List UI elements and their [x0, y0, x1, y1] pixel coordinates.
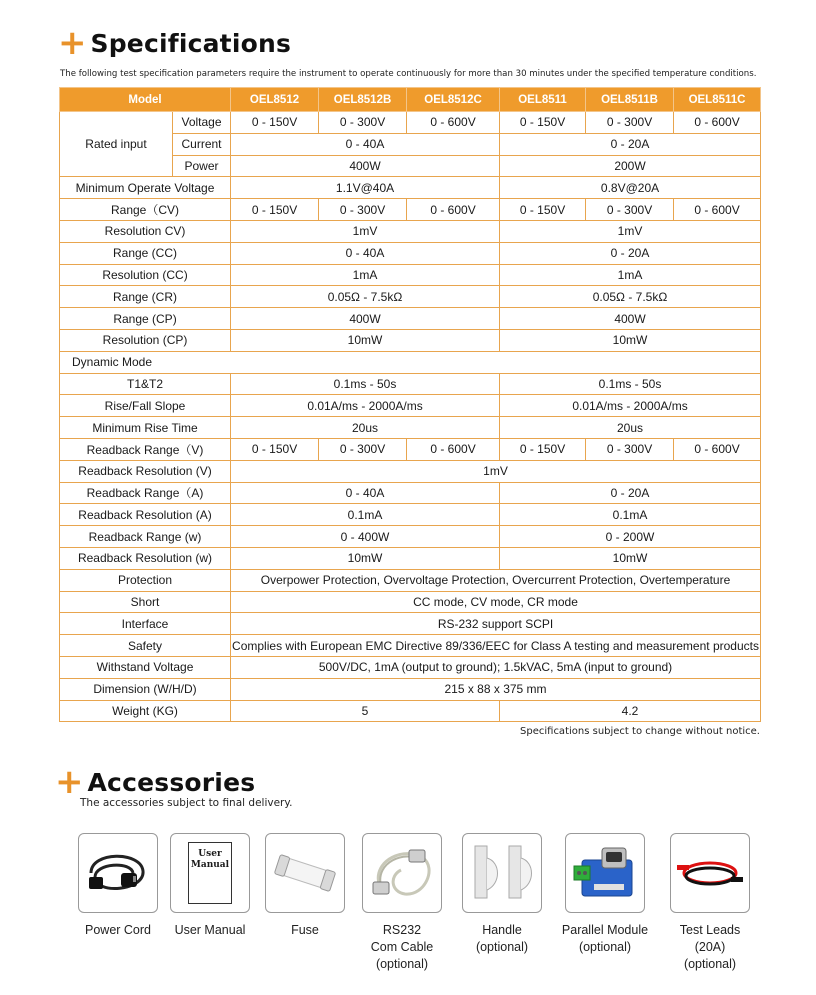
current-label: Current: [173, 133, 231, 155]
row-label: Readback Range（A): [60, 482, 231, 504]
table-cell: Complies with European EMC Directive 89/336/EEC for Class A testing and measurement products: [231, 635, 761, 657]
accessory-label: Fuse: [291, 923, 319, 937]
table-cell: 0.05Ω - 7.5kΩ: [500, 286, 761, 308]
table-cell: 0 - 300V: [319, 199, 407, 221]
table-cell: 0.01A/ms - 2000A/ms: [231, 395, 500, 417]
row-label: Short: [60, 591, 231, 613]
specifications-note: The following test specification parameters require the instrument to operate continuously for more than 30 minutes under the specified temperature conditions.: [60, 69, 757, 79]
table-cell: Overpower Protection, Overvoltage Protection, Overcurrent Protection, Overtemperature: [231, 569, 761, 591]
table-row: [60, 395, 761, 417]
row-label: Resolution CV): [60, 220, 231, 242]
row-label: T1&T2: [60, 373, 231, 395]
handle-icon: [462, 833, 542, 913]
table-cell: 0 - 20A: [500, 133, 761, 155]
table-cell: 0.8V@20A: [500, 177, 761, 199]
row-label: Range (CC): [60, 242, 231, 264]
test-leads-icon: [670, 833, 750, 913]
table-row: [60, 373, 761, 395]
table-cell: 0 - 300V: [586, 199, 674, 221]
row-label: Withstand Voltage: [60, 656, 231, 678]
table-cell: 0 - 150V: [500, 112, 586, 134]
header-oel8512c: OEL8512C: [407, 88, 500, 112]
table-cell: 20us: [231, 417, 500, 439]
table-cell: 0 - 150V: [231, 438, 319, 460]
power-cord-icon: [78, 833, 158, 913]
table-cell: 0 - 150V: [500, 199, 586, 221]
power-label: Power: [173, 155, 231, 177]
accessories-heading: [55, 762, 256, 802]
row-label: Readback Resolution (w): [60, 547, 231, 569]
table-cell: 0 - 150V: [231, 112, 319, 134]
row-label: Safety: [60, 635, 231, 657]
table-row: [60, 112, 761, 134]
table-cell: 0 - 600V: [407, 438, 500, 460]
table-cell: 0.1ms - 50s: [500, 373, 761, 395]
table-cell: 0 - 300V: [586, 438, 674, 460]
header-oel8512b: OEL8512B: [319, 88, 407, 112]
voltage-label: Voltage: [173, 112, 231, 134]
table-row: [60, 482, 761, 504]
header-oel8511b: OEL8511B: [586, 88, 674, 112]
table-cell: 10mW: [500, 547, 761, 569]
manual-box-text-2: Manual: [190, 860, 230, 870]
table-cell: 0 - 40A: [231, 242, 500, 264]
table-cell: 0 - 150V: [500, 438, 586, 460]
accessory-power-cord: [78, 833, 158, 939]
table-cell: 0 - 600V: [407, 112, 500, 134]
table-row: [60, 329, 761, 351]
table-cell: CC mode, CV mode, CR mode: [231, 591, 761, 613]
table-cell: 215 x 88 x 375 mm: [231, 678, 761, 700]
user-manual-icon: [170, 833, 250, 913]
table-row: [60, 264, 761, 286]
table-row: [60, 591, 761, 613]
row-label: Range（CV): [60, 199, 231, 221]
rated-input-label: Rated input: [60, 112, 173, 177]
row-label: Interface: [60, 613, 231, 635]
accessory-user-manual: [170, 833, 250, 939]
row-label: Range (CP): [60, 308, 231, 330]
table-row: [60, 438, 761, 460]
table-cell: 20us: [500, 417, 761, 439]
table-cell: 0 - 300V: [586, 112, 674, 134]
header-model: Model: [60, 88, 231, 112]
accessory-label: Test Leads (20A) (optional): [679, 923, 741, 971]
plus-icon: +: [55, 762, 84, 802]
table-cell: 10mW: [231, 329, 500, 351]
accessories-note: The accessories subject to final delivery.: [80, 797, 293, 809]
table-row: [60, 308, 761, 330]
row-label: Rise/Fall Slope: [60, 395, 231, 417]
dynamic-mode-label: Dynamic Mode: [60, 351, 761, 373]
table-row: [60, 635, 761, 657]
specifications-footnote: Specifications subject to change without notice.: [520, 726, 760, 737]
row-label: Readback Resolution (A): [60, 504, 231, 526]
table-row: [60, 351, 761, 373]
table-cell: 0.1mA: [500, 504, 761, 526]
table-cell: 0 - 600V: [674, 112, 761, 134]
table-row: [60, 569, 761, 591]
table-cell: 400W: [231, 308, 500, 330]
table-row: [60, 700, 761, 722]
table-cell: 0 - 40A: [231, 482, 500, 504]
table-cell: 0 - 20A: [500, 242, 761, 264]
table-row: [60, 199, 761, 221]
row-label: Readback Range（V): [60, 438, 231, 460]
parallel-module-icon: [565, 833, 645, 913]
table-row: [60, 547, 761, 569]
header-oel8511: OEL8511: [500, 88, 586, 112]
accessory-test-leads: [670, 833, 750, 973]
rs232-cable-icon: [362, 833, 442, 913]
plus-icon: +: [58, 23, 87, 63]
table-cell: 400W: [231, 155, 500, 177]
table-row: [60, 286, 761, 308]
table-cell: 10mW: [231, 547, 500, 569]
row-label: Protection: [60, 569, 231, 591]
specifications-title: Specifications: [90, 28, 292, 58]
table-cell: 0.01A/ms - 2000A/ms: [500, 395, 761, 417]
table-cell: 0 - 20A: [500, 482, 761, 504]
header-oel8512: OEL8512: [231, 88, 319, 112]
fuse-icon: [265, 833, 345, 913]
row-label: Resolution (CC): [60, 264, 231, 286]
row-label: Minimum Rise Time: [60, 417, 231, 439]
table-cell: 200W: [500, 155, 761, 177]
table-cell: 400W: [500, 308, 761, 330]
table-cell: 1mA: [231, 264, 500, 286]
accessory-label: User Manual: [174, 923, 246, 937]
table-row: [60, 613, 761, 635]
accessory-rs232-cable: [362, 833, 442, 973]
row-label: Weight (KG): [60, 700, 231, 722]
table-cell: 0 - 300V: [319, 112, 407, 134]
row-label: Resolution (CP): [60, 329, 231, 351]
accessory-label: RS232 Com Cable (optional): [370, 923, 434, 971]
table-row: [60, 656, 761, 678]
table-cell: 1mV: [500, 220, 761, 242]
table-cell: 0 - 600V: [674, 438, 761, 460]
row-label: Readback Range (w): [60, 526, 231, 548]
table-cell: 0.1ms - 50s: [231, 373, 500, 395]
table-cell: 0.1mA: [231, 504, 500, 526]
table-row: [60, 417, 761, 439]
table-cell: 10mW: [500, 329, 761, 351]
table-row: [60, 177, 761, 199]
table-cell: 5: [231, 700, 500, 722]
accessory-parallel-module: [561, 833, 649, 956]
table-cell: 0 - 400W: [231, 526, 500, 548]
accessory-label: Parallel Module (optional): [561, 923, 649, 954]
table-cell: RS-232 support SCPI: [231, 613, 761, 635]
accessory-fuse: [265, 833, 345, 939]
specifications-heading: [58, 23, 292, 63]
table-cell: 4.2: [500, 700, 761, 722]
table-cell: 0 - 600V: [674, 199, 761, 221]
row-label: Range (CR): [60, 286, 231, 308]
table-cell: 0 - 40A: [231, 133, 500, 155]
row-label: Readback Resolution (V): [60, 460, 231, 482]
table-row: [60, 460, 761, 482]
header-oel8511c: OEL8511C: [674, 88, 761, 112]
table-cell: 1mA: [500, 264, 761, 286]
table-header-row: [60, 88, 761, 112]
table-row: [60, 678, 761, 700]
row-label: Dimension (W/H/D): [60, 678, 231, 700]
table-cell: 0.05Ω - 7.5kΩ: [231, 286, 500, 308]
table-cell: 500V/DC, 1mA (output to ground); 1.5kVAC, 5mA (input to ground): [231, 656, 761, 678]
table-cell: 0 - 600V: [407, 199, 500, 221]
table-cell: 0 - 150V: [231, 199, 319, 221]
table-row: [60, 242, 761, 264]
manual-box-text-1: User: [198, 849, 222, 859]
table-cell: 1mV: [231, 460, 761, 482]
table-row: [60, 220, 761, 242]
table-cell: 1mV: [231, 220, 500, 242]
specifications-table: [59, 87, 761, 722]
accessory-label: Handle (optional): [475, 923, 529, 954]
table-row: [60, 504, 761, 526]
table-row: [60, 526, 761, 548]
accessory-handle: [462, 833, 542, 956]
accessory-label: Power Cord: [85, 923, 151, 937]
table-cell: 0 - 200W: [500, 526, 761, 548]
accessories-title: Accessories: [87, 767, 256, 797]
table-cell: 1.1V@40A: [231, 177, 500, 199]
row-label: Minimum Operate Voltage: [60, 177, 231, 199]
table-cell: 0 - 300V: [319, 438, 407, 460]
